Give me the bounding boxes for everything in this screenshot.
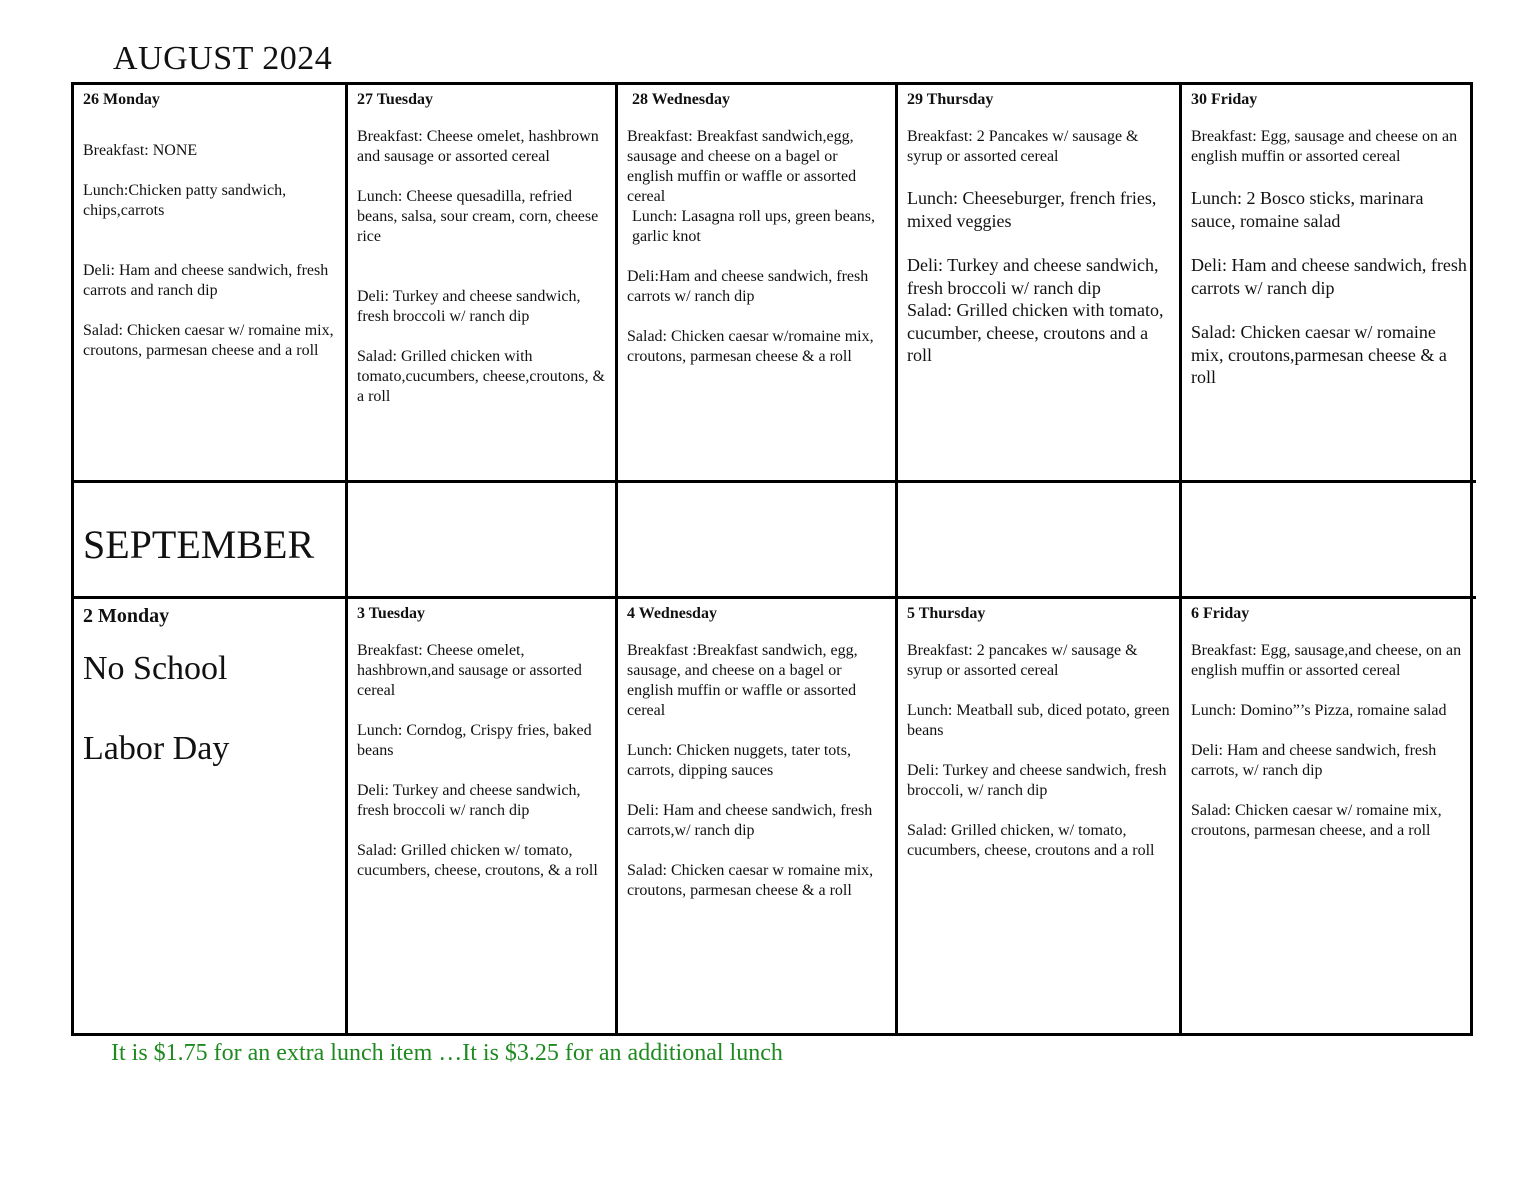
salad-item: Salad: Grilled chicken w/ tomato, cucumbers, cheese, croutons, & a roll	[357, 842, 598, 879]
salad-item: Salad: Chicken caesar w/ romaine mix, croutons, parmesan cheese and a roll	[83, 322, 334, 359]
salad-item: Salad: Grilled chicken with tomato, cucumber, cheese, croutons and a roll	[907, 300, 1164, 365]
lunch-item: Lunch:Chicken patty sandwich, chips,carrots	[83, 182, 287, 219]
breakfast-item: Breakfast: 2 pancakes w/ sausage & syrup or assorted cereal	[907, 642, 1138, 679]
deli-item: Deli: Turkey and cheese sandwich, fresh broccoli w/ ranch dip	[357, 782, 581, 819]
salad-item: Salad: Chicken caesar w romaine mix, croutons, parmesan cheese & a roll	[627, 862, 874, 899]
month-label: SEPTEMBER	[83, 522, 315, 567]
day-header: 30 Friday	[1191, 91, 1258, 108]
day-header: 26 Monday	[83, 91, 160, 108]
breakfast-item: Breakfast: Cheese omelet, hashbrown,and sausage or assorted cereal	[357, 642, 582, 699]
breakfast-item: Breakfast: NONE	[83, 142, 198, 159]
lunch-item: Lunch: Domino”’s Pizza, romaine salad	[1191, 702, 1447, 719]
day-cell-sep-6	[1182, 599, 1476, 1033]
deli-item: Deli: Turkey and cheese sandwich, fresh broccoli w/ ranch dip	[357, 288, 581, 325]
lunch-item: Lunch: Cheese quesadilla, refried beans, salsa, sour cream, corn, cheese rice	[357, 188, 599, 245]
deli-item: Deli: Ham and cheese sandwich, fresh carrots,w/ ranch dip	[627, 802, 873, 839]
breakfast-item: Breakfast: Egg, sausage and cheese on an english muffin or assorted cereal	[1191, 128, 1458, 165]
breakfast-item: Breakfast: Breakfast sandwich,egg, sausage and cheese on a bagel or english muffin or waffle or assorted cereal	[627, 128, 857, 205]
lunch-item: Lunch: 2 Bosco sticks, marinara sauce, romaine salad	[1191, 188, 1424, 231]
menu-calendar	[71, 82, 1473, 1036]
price-note: It is $1.75 for an extra lunch item …It is $3.25 for an additional lunch	[111, 1040, 783, 1066]
day-cell-aug-29	[898, 85, 1182, 483]
deli-item: Deli: Ham and cheese sandwich, fresh carrots, w/ ranch dip	[1191, 742, 1437, 779]
lunch-item: Lunch: Chicken nuggets, tater tots, carrots, dipping sauces	[627, 742, 851, 779]
breakfast-item: Breakfast: 2 Pancakes w/ sausage & syrup or assorted cereal	[907, 128, 1139, 165]
day-cell-sep-5	[898, 599, 1182, 1033]
month-label-cell	[74, 483, 348, 599]
salad-item: Salad: Grilled chicken with tomato,cucumbers, cheese,croutons, & a roll	[357, 348, 605, 405]
deli-item: Deli: Turkey and cheese sandwich, fresh broccoli w/ ranch dip	[907, 255, 1159, 298]
deli-item: Deli: Ham and cheese sandwich, fresh carrots w/ ranch dip	[1191, 255, 1467, 298]
salad-item: Salad: Chicken caesar w/ romaine mix, croutons, parmesan cheese, and a roll	[1191, 802, 1442, 839]
breakfast-item: Breakfast: Egg, sausage,and cheese, on an english muffin or assorted cereal	[1191, 642, 1462, 679]
day-header: 27 Tuesday	[357, 91, 434, 108]
day-header: 2 Monday	[83, 605, 170, 627]
lunch-item: Lunch: Corndog, Crispy fries, baked beans	[357, 722, 592, 759]
day-cell-aug-27	[348, 85, 618, 483]
lunch-item: Lunch: Lasagna roll ups, green beans, garlic knot	[632, 208, 876, 245]
day-cell-sep-3	[348, 599, 618, 1033]
day-header: 4 Wednesday	[627, 605, 717, 622]
breakfast-item: Breakfast: Cheese omelet, hashbrown and sausage or assorted cereal	[357, 128, 599, 165]
empty-cell	[1182, 483, 1476, 599]
salad-item: Salad: Grilled chicken, w/ tomato, cucumbers, cheese, croutons and a roll	[907, 822, 1155, 859]
day-header: 3 Tuesday	[357, 605, 426, 622]
day-header: 29 Thursday	[907, 91, 994, 108]
holiday-note: Labor Day	[83, 730, 230, 767]
day-cell-sep-2	[74, 599, 348, 1033]
salad-item: Salad: Chicken caesar w/ romaine mix, croutons,parmesan cheese & a roll	[1191, 322, 1447, 387]
day-cell-aug-28	[618, 85, 898, 483]
lunch-item: Lunch: Cheeseburger, french fries, mixed veggies	[907, 188, 1157, 231]
empty-cell	[898, 483, 1182, 599]
deli-item: Deli:Ham and cheese sandwich, fresh carrots w/ ranch dip	[627, 268, 869, 305]
day-cell-aug-26	[74, 85, 348, 483]
breakfast-item: Breakfast :Breakfast sandwich, egg, sausage, and cheese on a bagel or english muffin or waffle or assorted cereal	[627, 642, 858, 719]
deli-item: Deli: Turkey and cheese sandwich, fresh broccoli, w/ ranch dip	[907, 762, 1167, 799]
day-cell-aug-30	[1182, 85, 1476, 483]
deli-item: Deli: Ham and cheese sandwich, fresh carrots and ranch dip	[83, 262, 329, 299]
lunch-item: Lunch: Meatball sub, diced potato, green beans	[907, 702, 1170, 739]
salad-item: Salad: Chicken caesar w/romaine mix, croutons, parmesan cheese & a roll	[627, 328, 874, 365]
no-school-note: No School	[83, 650, 228, 687]
empty-cell	[348, 483, 618, 599]
day-header: 5 Thursday	[907, 605, 986, 622]
page-title: AUGUST 2024	[113, 40, 333, 77]
day-cell-sep-4	[618, 599, 898, 1033]
empty-cell	[618, 483, 898, 599]
day-header: 6 Friday	[1191, 605, 1250, 622]
day-header: 28 Wednesday	[632, 91, 730, 108]
